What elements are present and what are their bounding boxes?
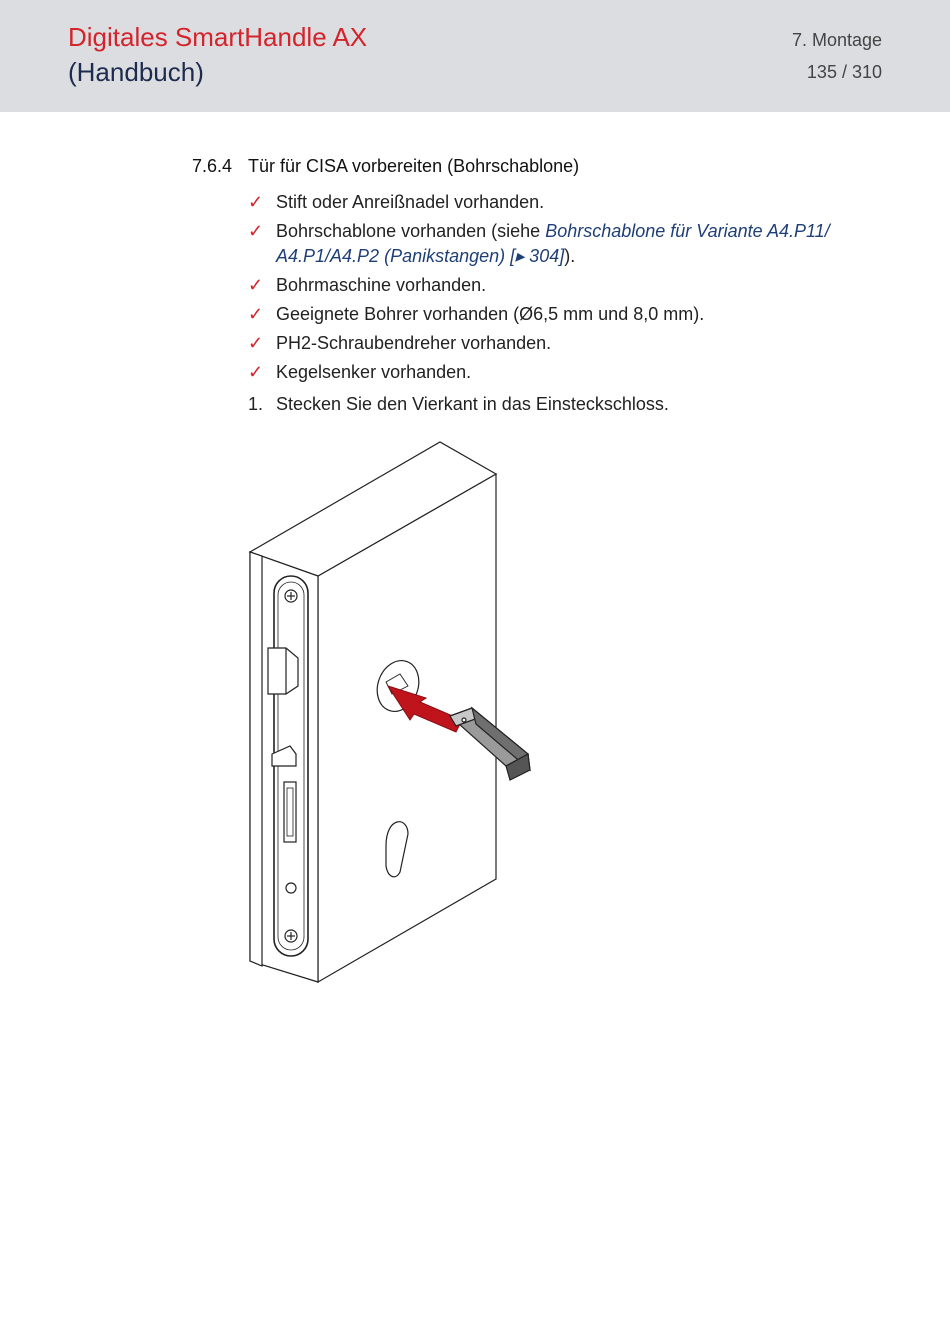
step-text: Stecken Sie den Vierkant in das Einsteckschloss. <box>276 394 669 414</box>
list-item: ✓ Kegelsenker vorhanden. <box>248 360 868 385</box>
door-lock-illustration <box>240 436 550 1001</box>
section-number: 7.6.4 <box>192 156 233 176</box>
check-icon: ✓ <box>248 192 264 212</box>
check-icon: ✓ <box>248 362 264 382</box>
document-subtitle: (Handbuch) <box>68 57 204 87</box>
instruction-step <box>248 394 669 415</box>
check-icon: ✓ <box>248 333 264 353</box>
faceplate-rim <box>250 552 262 966</box>
list-item: ✓ Geeignete Bohrer vorhanden (Ø6,5 mm und 8,0 mm). <box>248 302 868 327</box>
template-reference-link[interactable]: Bohrschablone für Variante A4.P11/ A4.P1/A4.P2 (Panikstangen) [▸ 304] <box>276 221 830 266</box>
latch-bolt <box>268 648 298 694</box>
step-number: 1. <box>248 394 264 414</box>
list-item: ✓ Bohrmaschine vorhanden. <box>248 273 868 298</box>
check-icon: ✓ <box>248 304 264 324</box>
check-icon: ✓ <box>248 275 264 295</box>
document-title: Digitales SmartHandle AX <box>68 22 368 52</box>
page-number: 135 / 310 <box>806 62 882 82</box>
deadbolt-slot <box>284 782 296 842</box>
section-title: Tür für CISA vorbereiten (Bohrschablone) <box>248 156 580 176</box>
list-item: ✓ Bohrschablone vorhanden (siehe Bohrschablone für Variante A4.P11/ A4.P1/A4.P2 (Panikstangen) [▸ 304]). <box>248 221 830 266</box>
prerequisite-list <box>248 190 868 389</box>
page-header <box>0 0 950 112</box>
section-heading <box>192 156 579 177</box>
check-icon: ✓ <box>248 221 264 241</box>
list-item: ✓ PH2-Schraubendreher vorhanden. <box>248 331 868 356</box>
list-item: ✓ Stift oder Anreißnadel vorhanden. <box>248 190 868 215</box>
chapter-label: 7. Montage <box>791 30 882 50</box>
